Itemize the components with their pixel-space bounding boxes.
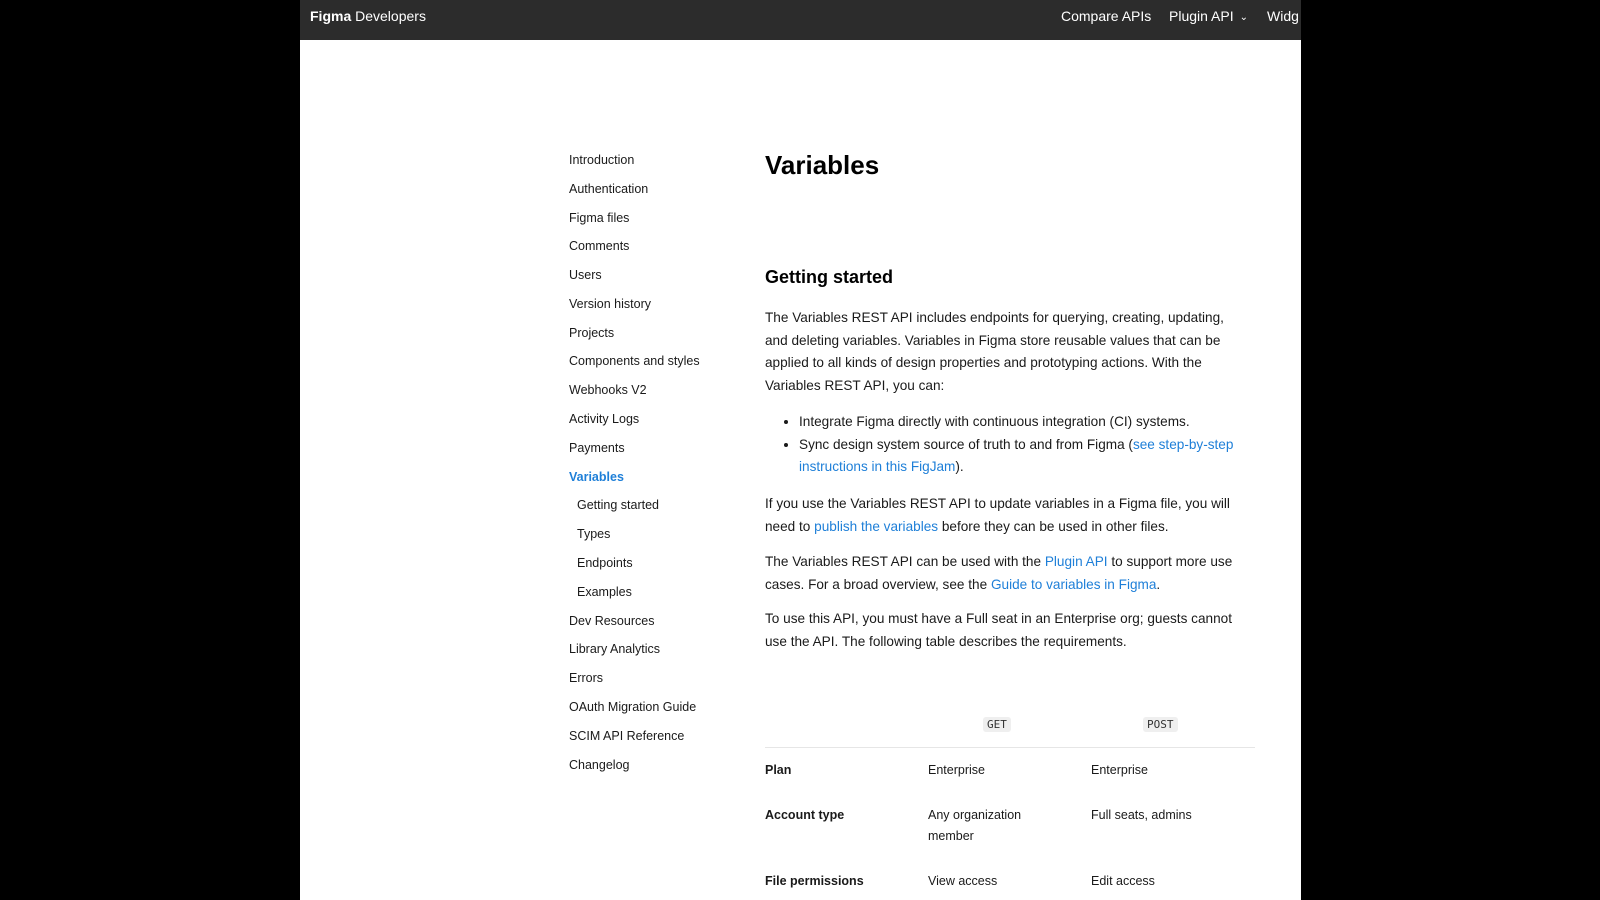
section-title-getting-started: Getting started — [765, 267, 894, 287]
sidebar-item-projects[interactable]: Projects — [569, 326, 615, 340]
sidebar-subitem-types[interactable]: Types — [577, 527, 611, 541]
sidebar-subitem-getting-started[interactable]: Getting started — [577, 498, 659, 512]
sidebar-item-comments[interactable]: Comments — [569, 239, 630, 253]
sidebar-item-activity-logs[interactable]: Activity Logs — [569, 412, 640, 426]
sidebar-subitem-endpoints[interactable]: Endpoints — [577, 556, 633, 570]
brand-name: Figma — [310, 8, 352, 24]
sidebar-subitem-examples[interactable]: Examples — [577, 585, 632, 599]
publish-paragraph: If you use the Variables REST API to update variables in a Figma file, you will need to publish the variables before they can be used in other files. — [765, 496, 1230, 534]
file-permissions-post-value: Edit access — [1091, 874, 1155, 888]
row-label-plan: Plan — [765, 763, 792, 777]
sidebar-item-version-history[interactable]: Version history — [569, 297, 651, 311]
sidebar-item-figma-files[interactable]: Figma files — [569, 211, 630, 225]
list-item: • Integrate Figma directly with continuous integration (CI) systems. — [799, 411, 1245, 434]
page — [300, 0, 1301, 900]
row-label-account-type: Account type — [765, 808, 845, 822]
sidebar-item-errors[interactable]: Errors — [569, 671, 604, 685]
intro-paragraph: The Variables REST API includes endpoints for querying, creating, updating, and deleting variables. Variables in Figma store reusable values that can be applied to all kinds of design properties and prototyping actions. With the Variables REST API, you can: — [765, 310, 1224, 393]
sidebar-item-changelog[interactable]: Changelog — [569, 758, 630, 772]
capabilities-list — [765, 411, 1245, 479]
requirements-paragraph: To use this API, you must have a Full seat in an Enterprise org; guests cannot use the API. The following table describes the requirements. — [765, 611, 1232, 649]
sidebar-item-library-analytics[interactable]: Library Analytics — [569, 642, 661, 656]
page-title: Variables — [765, 150, 880, 180]
plan-post-value: Enterprise — [1091, 763, 1148, 777]
plugin-api-paragraph: The Variables REST API can be used with the Plugin API to support more use cases. For a broad overview, see the Guide to variables in Figma. — [765, 554, 1233, 592]
brand-logo[interactable] — [310, 8, 426, 24]
sidebar-item-introduction[interactable]: Introduction — [569, 153, 635, 167]
sidebar-item-webhooks-v2[interactable]: Webhooks V2 — [569, 383, 647, 397]
column-header-post: POST — [1143, 715, 1178, 733]
guide-to-variables-link[interactable]: Guide to variables in Figma — [990, 576, 1157, 592]
table-divider — [765, 747, 1255, 748]
nav-compare-apis[interactable]: Compare APIs — [1061, 8, 1152, 24]
sidebar-item-variables[interactable]: Variables — [569, 470, 624, 484]
nav-plugin-api[interactable] — [1169, 8, 1248, 24]
plan-get-value: Enterprise — [928, 763, 985, 777]
sidebar-item-scim-api-reference[interactable]: SCIM API Reference — [569, 729, 685, 743]
column-header-get: GET — [983, 715, 1011, 733]
brand-suffix: Developers — [355, 8, 426, 24]
nav-widget-api[interactable]: Widg — [1267, 8, 1299, 24]
top-navigation-bar — [300, 0, 1301, 40]
list-item: • Sync design system source of truth to and from Figma (see step-by-step instructions in this FigJam). — [799, 434, 1245, 479]
plugin-api-link[interactable]: Plugin API — [1044, 554, 1108, 569]
account-type-get-value: Any organization member — [928, 808, 1022, 843]
sidebar-item-authentication[interactable]: Authentication — [569, 182, 649, 196]
sidebar-item-components-and-styles[interactable]: Components and styles — [569, 354, 700, 368]
row-label-file-permissions: File permissions — [765, 874, 864, 888]
file-permissions-get-value: View access — [928, 874, 998, 888]
sidebar-item-oauth-migration-guide[interactable]: OAuth Migration Guide — [569, 700, 697, 714]
chevron-down-icon: ⌄ — [1239, 12, 1248, 23]
sidebar-item-users[interactable]: Users — [569, 268, 602, 282]
account-type-post-value: Full seats, admins — [1091, 808, 1192, 822]
publish-variables-link[interactable]: publish the variables — [814, 518, 939, 534]
sidebar-item-payments[interactable]: Payments — [569, 441, 625, 455]
nav-plugin-api-label: Plugin API — [1169, 8, 1234, 24]
figjam-instructions-link[interactable]: see step-by-step instructions in this FigJam — [799, 436, 1234, 475]
sidebar-item-dev-resources[interactable]: Dev Resources — [569, 614, 655, 628]
